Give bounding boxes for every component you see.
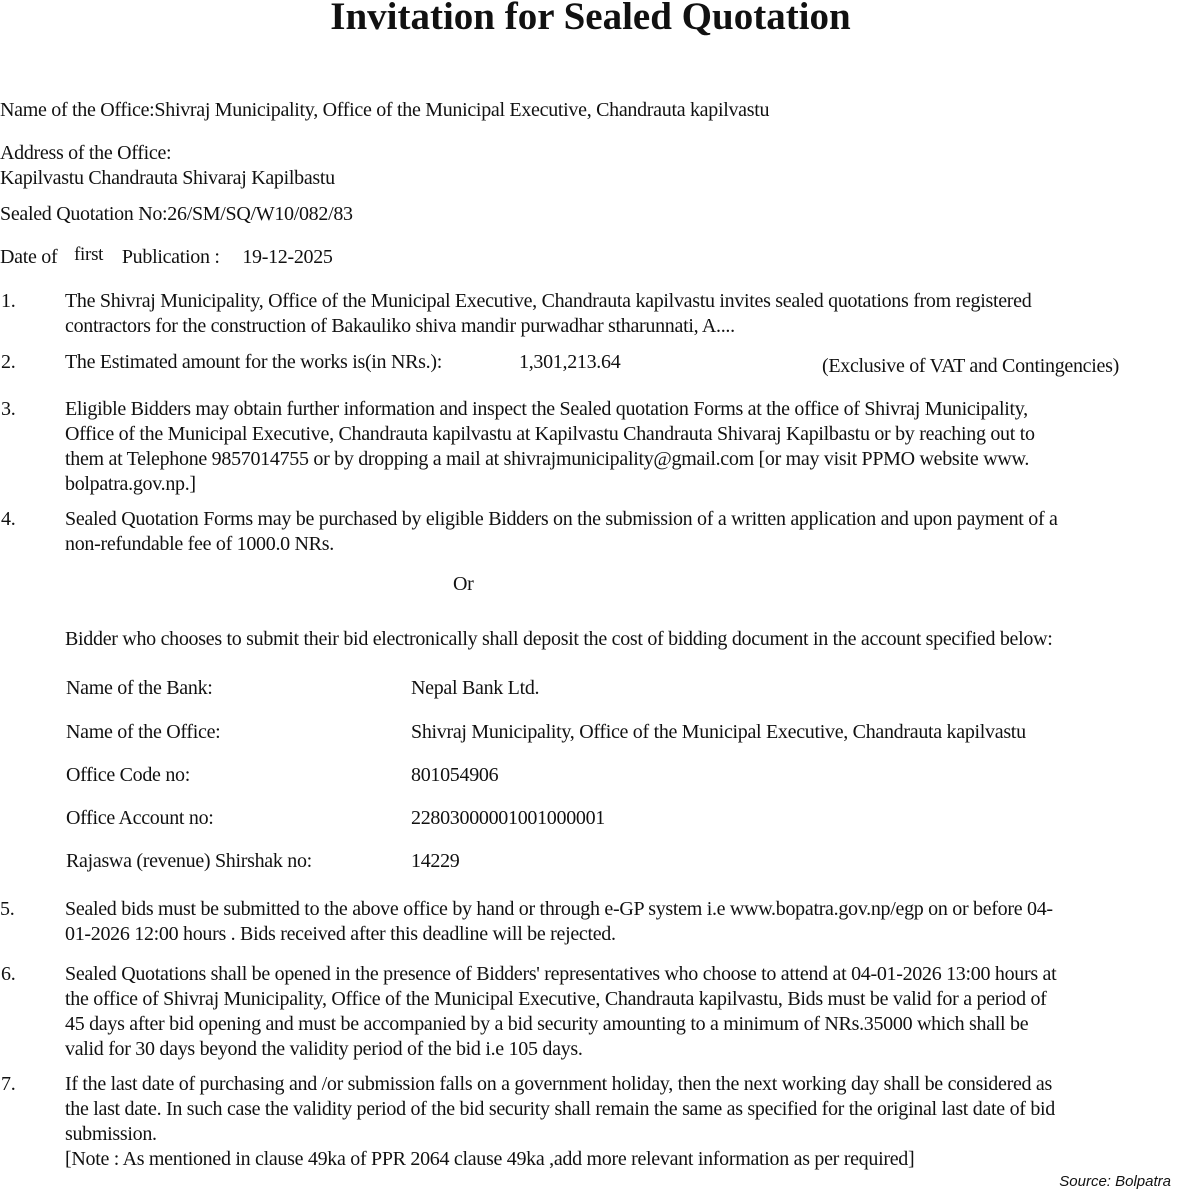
bank-label: Name of the Office: [66,721,221,743]
clause-number: 5. [0,898,15,920]
electronic-submission: Bidder who chooses to submit their bid electronically shall deposit the cost of bidding document in the account specified below: [65,628,1053,650]
bank-label: Office Account no: [66,807,214,829]
bank-value: Nepal Bank Ltd. [411,677,540,699]
quotation-number: Sealed Quotation No:26/SM/SQ/W10/082/83 [0,203,353,225]
publication-label: Publication : [121,246,220,268]
bank-label: Name of the Bank: [66,677,213,699]
address-label: Address of the Office: [0,142,172,164]
bank-value: 22803000001001000001 [411,807,606,829]
publication-first: first [74,244,104,265]
address-value: Kapilvastu Chandrauta Shivaraj Kapilbastu [0,167,335,189]
office-name: Name of the Office:Shivraj Municipality, Office of the Municipal Executive, Chandrauta kapilvastu [0,99,770,121]
clause-line: If the last date of purchasing and /or submission falls on a government holiday, then the next working day shall be considered as [65,1073,1052,1095]
clause-line: bolpatra.gov.np.] [65,473,196,495]
clause-number: 6. [1,963,16,985]
bank-value: 801054906 [411,764,499,786]
bank-value: 14229 [411,850,460,872]
clause-line: the office of Shivraj Municipality, Office of the Municipal Executive, Chandrauta kapilvastu, Bids must be valid for a period of [65,988,1047,1010]
clause-line: 01-2026 12:00 hours . Bids received after this deadline will be rejected. [65,923,616,945]
clause-line: Office of the Municipal Executive, Chandrauta kapilvastu at Kapilvastu Chandrauta Shivaraj Kapilbastu or by reaching out to [65,423,1035,445]
clause-line: non-refundable fee of 1000.0 NRs. [65,533,334,555]
clause-number: 3. [1,398,16,420]
bank-label: Office Code no: [66,764,190,786]
estimate-amount: 1,301,213.64 [519,351,621,373]
clause-line: contractors for the construction of Bakauliko shiva mandir purwadhar stharunnati, A.... [65,315,735,337]
clause-line: 45 days after bid opening and must be accompanied by a bid security amounting to a minimum of NRs.35000 which shall be [65,1013,1029,1035]
bank-label: Rajaswa (revenue) Shirshak no: [66,850,312,872]
estimate-note: (Exclusive of VAT and Contingencies) [822,355,1119,377]
page-title: Invitation for Sealed Quotation [330,0,851,38]
clause-line: Sealed Quotations shall be opened in the presence of Bidders' representatives who choose to attend at 04-01-2026 13:00 hours at [65,963,1057,985]
estimate-label: The Estimated amount for the works is(in NRs.): [65,351,442,373]
bank-value: Shivraj Municipality, Office of the Municipal Executive, Chandrauta kapilvastu [411,721,1026,743]
clause-number: 7. [1,1073,16,1095]
or-separator: Or [453,573,474,595]
clause-number: 1. [1,290,16,312]
clause-line: the last date. In such case the validity period of the bid security shall remain the same as specified for the original last date of bid [65,1098,1055,1120]
clause-line: submission. [65,1123,157,1145]
publication-prefix: Date of [0,246,58,268]
clause-line: valid for 30 days beyond the validity period of the bid i.e 105 days. [65,1038,583,1060]
clause-line: them at Telephone 9857014755 or by dropping a mail at shivrajmunicipality@gmail.com [or may visit PPMO website www. [65,448,1030,470]
publication-date-line [0,245,333,270]
source-credit: Source: Bolpatra [1059,1173,1171,1190]
clause-line: The Shivraj Municipality, Office of the Municipal Executive, Chandrauta kapilvastu invites sealed quotations from registered [65,290,1032,312]
clause-line: Sealed bids must be submitted to the above office by hand or through e-GP system i.e www.bopatra.gov.np/egp on or before 04- [65,898,1053,920]
clause-line: Eligible Bidders may obtain further information and inspect the Sealed quotation Forms at the office of Shivraj Municipality, [65,398,1028,420]
clause-number: 4. [1,508,16,530]
clause-note: [Note : As mentioned in clause 49ka of PPR 2064 clause 49ka ,add more relevant information as per required] [65,1148,915,1170]
clause-line: Sealed Quotation Forms may be purchased by eligible Bidders on the submission of a written application and upon payment of a [65,508,1058,530]
clause-number: 2. [1,351,16,373]
publication-date: 19-12-2025 [242,246,333,268]
